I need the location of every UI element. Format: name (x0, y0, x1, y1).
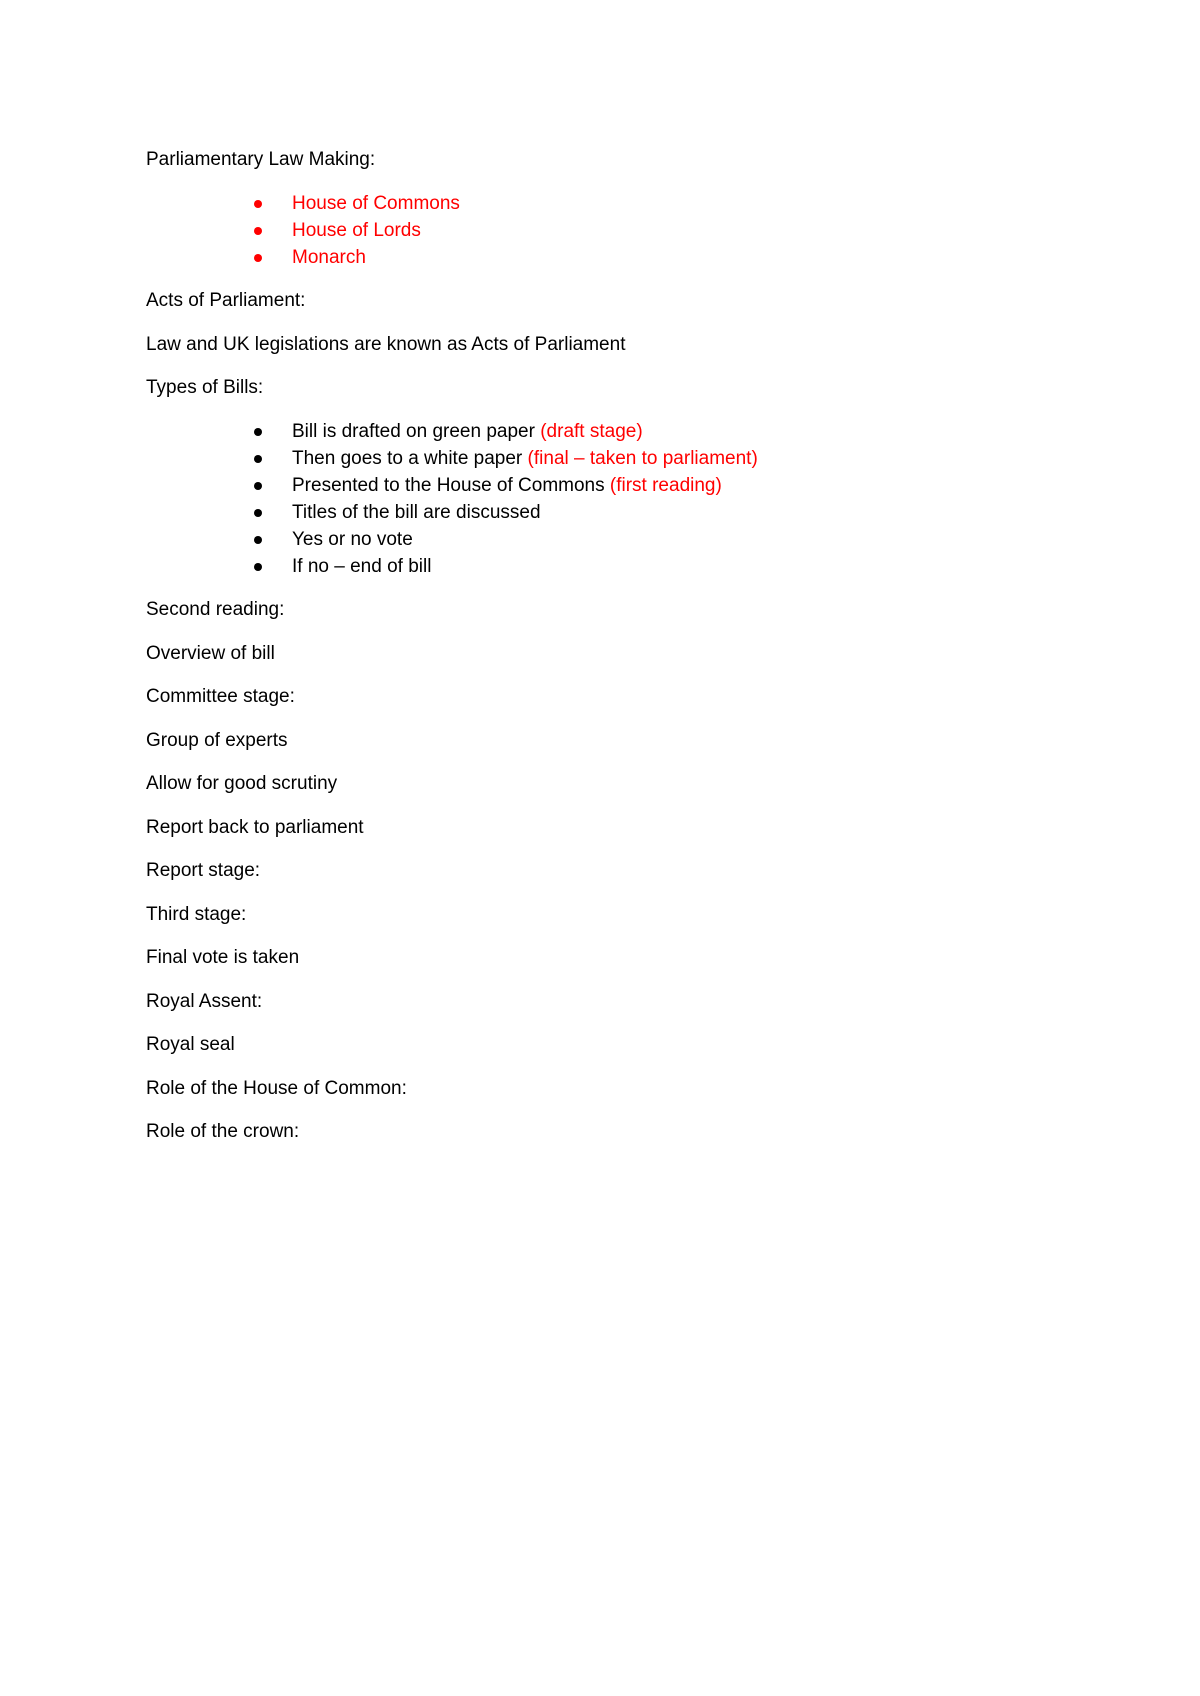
list-item: Presented to the House of Commons (first reading) (146, 472, 1146, 499)
third-heading: Third stage: (146, 903, 247, 925)
royal-text: Royal seal (146, 1034, 235, 1055)
bullet-icon (254, 455, 262, 463)
bullet-icon (254, 227, 262, 235)
stage-note: (final – taken to parliament) (527, 447, 758, 469)
committee-line: Group of experts (146, 729, 288, 751)
third-text: Final vote is taken (146, 947, 300, 968)
bill-steps-list (146, 418, 1146, 580)
institutions-list (146, 190, 1146, 271)
crown-role-heading: Role of the crown: (146, 1121, 300, 1142)
bullet-icon (254, 509, 262, 517)
bullet-icon (254, 563, 262, 571)
committee-line: Report back to parliament (146, 816, 364, 838)
list-item: Monarch (146, 244, 1146, 271)
bullet-icon (254, 536, 262, 544)
list-item: Bill is drafted on green paper (draft stage) (146, 418, 1146, 445)
list-item: House of Commons (146, 190, 1146, 217)
royal-heading: Royal Assent: (146, 990, 263, 1012)
bills-heading: Types of Bills: (146, 377, 264, 398)
committee-heading: Committee stage: (146, 686, 295, 707)
report-heading: Report stage: (146, 860, 261, 881)
bullet-icon (254, 254, 262, 262)
list-item: Yes or no vote (146, 526, 1146, 553)
bullet-icon (254, 428, 262, 436)
stage-note: (first reading) (609, 474, 722, 496)
second-reading-text: Overview of bill (146, 642, 275, 664)
acts-text: Law and UK legislations are known as Acts of Parliament (146, 333, 626, 355)
acts-heading: Acts of Parliament: (146, 290, 306, 311)
main-heading: Parliamentary Law Making: (146, 149, 376, 170)
committee-line: Allow for good scrutiny (146, 773, 338, 794)
list-item: House of Lords (146, 217, 1146, 244)
list-item: Titles of the bill are discussed (146, 499, 1146, 526)
bullet-icon (254, 482, 262, 490)
document-body (146, 146, 1146, 1162)
second-reading-heading: Second reading: (146, 599, 285, 620)
list-item: If no – end of bill (146, 553, 1146, 580)
commons-role-heading: Role of the House of Common: (146, 1077, 407, 1099)
bullet-icon (254, 200, 262, 208)
stage-note: (draft stage) (540, 420, 643, 442)
list-item: Then goes to a white paper (final – taken to parliament) (146, 445, 1146, 472)
